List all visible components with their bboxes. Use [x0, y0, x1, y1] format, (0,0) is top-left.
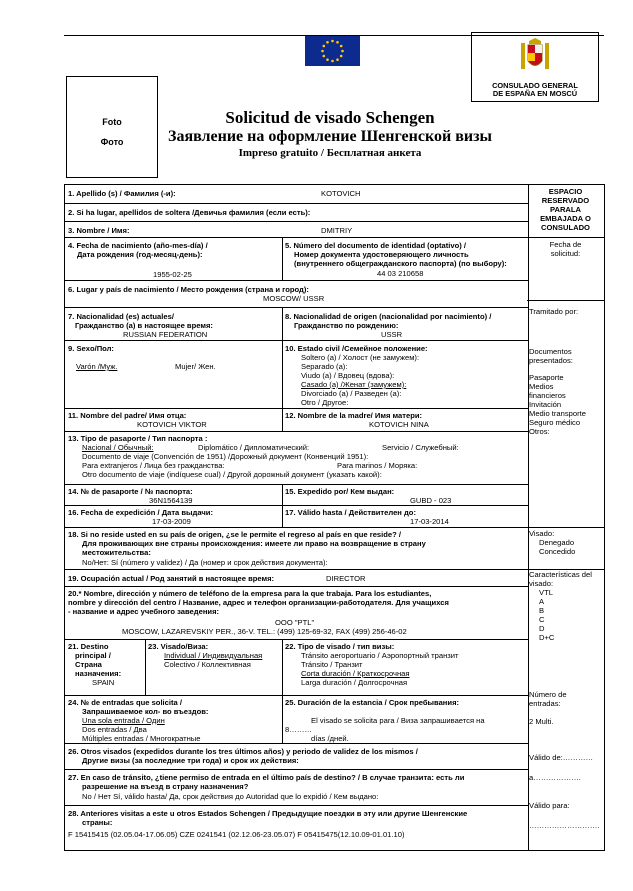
reserved-line-2: RESERVADO — [541, 196, 590, 205]
reserved-line-5: CONSULADO — [541, 223, 590, 232]
maiden-name-label: 2. Si ha lugar, apellidos de soltera /Девичья фамилия (если есть): — [68, 208, 311, 217]
valid-from: Válido de:………… — [529, 753, 594, 762]
valid-until-label: 17. Válido hasta / Действителен до: — [285, 508, 416, 517]
entries-number — [529, 690, 606, 726]
passport-type-service[interactable]: Servicio / Служебный: — [382, 443, 459, 452]
official-use-column — [527, 184, 605, 851]
passport-type-diplomatic[interactable]: Diplomático / Дипломатический: — [198, 443, 310, 452]
mother-label: 12. Nombre de la madre/ Имя матери: — [285, 411, 423, 420]
visa-denied: Denegado — [539, 538, 575, 547]
passport-type-other[interactable]: Otro documento de viaje (indíquese cual) / Другой дорожный документ (указать какой): — [82, 470, 382, 479]
row-occupation — [65, 569, 528, 587]
row-entries — [65, 695, 528, 744]
id-doc-label-ru-2: (внутреннего общегражданского паспорта) (по выбору): — [294, 259, 507, 268]
birthplace-value: MOSCOW/ USSR — [263, 294, 325, 303]
employer-address: MOSCOW, LAZAREVSKIY PER., 36-V. TEL.: (499) 125-69-32, FAX (499) 256-46-02 — [122, 627, 407, 636]
residence-options[interactable]: No/Нет: Sí (número y validez) / Да (номер и срок действия документа): — [82, 558, 328, 567]
civil-status-label: 10. Estado civil /Семейное положение: — [285, 344, 428, 353]
form-title — [160, 108, 500, 161]
visa-decision — [529, 529, 606, 556]
surname-value: KOTOVICH — [321, 189, 361, 198]
documents-label-1: Documentos — [529, 347, 572, 356]
birthdate-value: 1955-02-25 — [153, 270, 192, 279]
doc-invitation: Invitación — [529, 400, 562, 409]
reserved-line-1: ESPACIO — [548, 187, 583, 196]
residence-label: 18. Si no reside usted en su país de origen, ¿se le permite el regreso al país en que reside? / — [68, 530, 401, 539]
civil-status-divorced[interactable]: Divorciado (a) / Разведен (а): — [301, 389, 402, 398]
entries-number-label-1: Número de — [529, 690, 567, 699]
passport-type-seaman[interactable]: Para marinos / Моряка: — [337, 461, 418, 470]
visa-kind-label: 23. Visado/Виза: — [148, 642, 209, 651]
entries-multiple[interactable]: Múltiples entradas / Многократные — [82, 734, 201, 743]
row-maiden — [65, 203, 528, 222]
col-divider — [282, 238, 283, 281]
visa-type-transit[interactable]: Tránsito / Транзит — [301, 660, 363, 669]
issue-date-value: 17-03-2009 — [152, 517, 191, 526]
row-nationality — [65, 307, 528, 341]
doc-funds-2: financieros — [529, 391, 566, 400]
eu-stars-icon — [305, 36, 360, 66]
father-value: KOTOVICH VIKTOR — [137, 420, 207, 429]
previous-visits-label-2: страны: — [82, 818, 113, 827]
visa-type-label: 22. Tipo de visado / тип визы: — [285, 642, 395, 651]
spain-coat-of-arms-icon — [515, 37, 555, 77]
valid-until-value: 17-03-2014 — [410, 517, 449, 526]
birthdate-label: 4. Fecha de nacimiento (año-mes-día) / — [68, 241, 208, 250]
visa-type-vtl: VTL — [539, 588, 553, 597]
civil-status-separated[interactable]: Separado (a): — [301, 362, 348, 371]
passport-number-value: 36N1564139 — [149, 496, 193, 505]
other-visas-label-ru: Другие визы (за последние три года) и срок их действия: — [82, 756, 299, 765]
nationality-label-ru: Гражданство (а) в настоящее время: — [75, 321, 213, 330]
occupation-value: DIRECTOR — [326, 574, 366, 583]
eu-flag — [305, 36, 360, 66]
stay-duration-label: 25. Duración de la estancia / Срок пребывания: — [285, 698, 460, 707]
col-divider — [282, 409, 283, 432]
residence-label-ru: Для проживающих вне страны происхождения: имеете ли право на возвращение в страну — [82, 539, 426, 548]
previous-visits-label: 28. Anteriores visitas a este u otros Estados Schengen / Предыдущие поездки в эту или другие Шенгенские — [68, 809, 468, 818]
passport-number-label: 14. № de pasaporte / № паспорта: — [68, 487, 193, 496]
col-divider — [282, 341, 283, 409]
sex-label: 9. Sexo/Пол: — [68, 344, 114, 353]
transit-label-ru: разрешение на въезд в страну назначения? — [82, 782, 249, 791]
transit-label: 27. En caso de tránsito, ¿tiene permiso de entrada en el último país de destino? / В случае транзита: есть ли — [68, 773, 465, 782]
processed-by: Tramitado por: — [529, 307, 579, 316]
doc-passport: Pasaporte — [529, 373, 564, 382]
stay-duration-unit: días /дней. — [311, 734, 349, 743]
col-divider — [282, 640, 283, 696]
sex-male-option[interactable]: Varón /Муж. — [76, 362, 118, 371]
side-divider — [527, 300, 604, 301]
issued-by-value: GUBD - 023 — [410, 496, 452, 505]
valid-to: a………………. — [529, 773, 581, 782]
col-divider — [282, 485, 283, 506]
characteristics-label-2: visado: — [529, 579, 554, 588]
row-transit — [65, 769, 528, 806]
visa-type-b: B — [539, 606, 545, 615]
row-passport-type — [65, 431, 528, 485]
doc-transport: Medio transporte — [529, 409, 586, 418]
side-divider — [527, 237, 604, 238]
destination-label-3: Страна — [75, 660, 102, 669]
photo-label: Foto — [102, 117, 122, 127]
visa-granted: Concedido — [539, 547, 576, 556]
row-destination — [65, 639, 528, 696]
transit-options[interactable]: No / Нет Sí, válido hasta/ Да, срок действия до Autoridad que lo expidió / Кем выдано: — [82, 792, 379, 801]
reserved-heading — [527, 187, 604, 232]
col-divider — [282, 308, 283, 341]
consulate-name-1: CONSULADO GENERAL — [492, 81, 578, 90]
origin-nationality-label-ru: Гражданство по рождению: — [294, 321, 399, 330]
valid-for: Válido para: — [529, 801, 570, 810]
row-employer — [65, 586, 528, 640]
id-doc-label-ru: Номер документа удостоверяющего личность — [294, 250, 469, 259]
row-parents — [65, 408, 528, 432]
row-birthplace — [65, 280, 528, 308]
consulate-seal — [471, 32, 599, 102]
civil-status-widowed[interactable]: Viudo (a) / Вдовец (вдова): — [301, 371, 395, 380]
entries-single[interactable]: Una sola entrada / Один — [82, 716, 165, 725]
doc-insurance: Seguro médico — [529, 418, 581, 427]
row-other-visas — [65, 743, 528, 770]
first-name-label: 3. Nombre / Имя: — [68, 226, 130, 235]
documents-presented — [529, 347, 606, 436]
previous-visits-value: F 15415415 (02.05.04-17.06.05) CZE 0241541 (02.12.06-23.05.07) F 05415475(12.10.09-01.01.10) — [68, 830, 405, 839]
employer-label-2: nombre y dirección del centro / Название, адрес и телефон организации-работодателя. Для учащихся — [68, 598, 449, 607]
father-label: 11. Nombre del padre/ Имя отца: — [68, 411, 187, 420]
title-es: Solicitud de visado Schengen — [225, 108, 435, 127]
passport-type-alien[interactable]: Para extranjeros / Лица без гражданства: — [82, 461, 225, 470]
destination-value: SPAIN — [92, 678, 115, 687]
id-doc-value: 44 03 210658 — [377, 269, 424, 278]
consulate-name-2: DE ESPAÑA EN MOSCÚ — [492, 89, 578, 98]
id-doc-label: 5. Número del documento de identidad (optativo) / — [285, 241, 466, 250]
destination-label: 21. Destino — [68, 642, 109, 651]
photo-box — [66, 76, 158, 178]
visa-type-dc: D+C — [539, 633, 555, 642]
visa-type-c: C — [539, 615, 545, 624]
visa-type-long-stay[interactable]: Larga duración / Долгосрочная — [301, 678, 408, 687]
passport-type-label: 13. Tipo de pasaporte / Тип паспорта : — [68, 434, 208, 443]
visa-characteristics — [529, 570, 606, 642]
visa-kind-individual[interactable]: Individual / Индивидуальная — [164, 651, 263, 660]
doc-other: Otros: — [529, 427, 550, 436]
documents-label-2: presentados: — [529, 356, 573, 365]
passport-type-travel-doc[interactable]: Documento de viaje (Convención de 1951) /Дорожный документ (Конвенций 1951): — [82, 452, 369, 461]
application-form — [64, 184, 529, 851]
row-passport-dates — [65, 505, 528, 528]
residence-label-ru-2: местожительства: — [82, 548, 151, 557]
row-passport-number — [65, 484, 528, 506]
application-date-label-2: solicitud: — [550, 249, 581, 258]
subtitle: Impreso gratuito / Бесплатная анкета — [238, 147, 422, 159]
occupation-label: 19. Ocupación actual / Род занятий в настоящее время: — [68, 574, 275, 583]
birthplace-label: 6. Lugar y país de nacimiento / Место рождения (страна и город): — [68, 285, 309, 294]
row-residence — [65, 527, 528, 570]
sex-female-option[interactable]: Mujer/ Жен. — [175, 362, 216, 371]
birthdate-label-ru: Дата рождения (год-месяц-день): — [77, 250, 203, 259]
row-sex-status — [65, 340, 528, 409]
valid-for-dots: ………………………. — [529, 821, 600, 830]
employer-name: ООО "PTL" — [275, 618, 315, 627]
characteristics-label-1: Características del — [529, 570, 592, 579]
nationality-value: RUSSIAN FEDERATION — [123, 330, 208, 339]
photo-label-ru: Фото — [100, 137, 124, 147]
civil-status-other[interactable]: Otro / Другое: — [301, 398, 349, 407]
col-divider — [282, 506, 283, 528]
entries-label: 24. № de entradas que solicita / — [68, 698, 182, 707]
other-visas-label: 26. Otros visados (expedidos durante los tres últimos años) y periodo de validez de los mismos / — [68, 747, 418, 756]
side-divider — [527, 527, 604, 528]
destination-label-4: назначения: — [75, 669, 122, 678]
issue-date-label: 16. Fecha de expedición / Дата выдачи: — [68, 508, 213, 517]
surname-label: 1. Apellido (s) / Фамилия (-и): — [68, 189, 176, 198]
col-divider — [145, 640, 146, 696]
row-birth — [65, 237, 528, 281]
reserved-line-3: PARALA — [549, 205, 582, 214]
application-date-label-1: Fecha de — [549, 240, 582, 249]
employer-label-3: - название и адрес учебного заведения: — [68, 607, 220, 616]
entries-double[interactable]: Dos entradas / Два — [82, 725, 147, 734]
entries-number-value: 2 Multi. — [529, 717, 554, 726]
visa-type-airport-transit[interactable]: Tránsito aeroportuario / Аэропортный транзит — [301, 651, 459, 660]
civil-status-single[interactable]: Soltero (a) / Холост (не замужем): — [301, 353, 420, 362]
destination-label-2: principal / — [75, 651, 111, 660]
visa-kind-collective[interactable]: Colectivo / Коллективная — [164, 660, 251, 669]
passport-type-national[interactable]: Nacional / Обычный: — [82, 443, 154, 452]
visa-type-a: A — [539, 597, 545, 606]
row-previous-visits — [65, 805, 528, 851]
title-ru: Заявление на оформление Шенгенской визы — [168, 128, 492, 145]
employer-label: 20.* Nombre, dirección y número de teléfono de la empresa para la que trabaja. Para los estudiantes, — [68, 589, 432, 598]
visa-type-d: D — [539, 624, 545, 633]
nationality-label: 7. Nacionalidad (es) actuales/ — [68, 312, 174, 321]
origin-nationality-label: 8. Nacionalidad de origen (nacionalidad por nacimiento) / — [285, 312, 492, 321]
civil-status-married[interactable]: Casado (a) /Женат (замужем): — [301, 380, 407, 389]
entries-label-ru: Запрашиваемое кол- во въездов: — [82, 707, 209, 716]
reserved-line-4: EMBAJADA O — [540, 214, 591, 223]
row-name — [65, 221, 528, 238]
doc-funds: Medios — [529, 382, 554, 391]
col-divider — [282, 696, 283, 744]
first-name-value: DMITRIY — [321, 226, 353, 235]
mother-value: KOTOVICH NINA — [369, 420, 429, 429]
application-date — [527, 240, 604, 258]
origin-nationality-value: USSR — [381, 330, 403, 339]
stay-duration-text: El visado se solicita para / Виза запрашивается на — [311, 716, 485, 725]
stay-duration-value: 8……… — [285, 725, 313, 734]
visa-type-short-stay[interactable]: Corta duración / Краткосрочная — [301, 669, 410, 678]
visa-decision-label: Visado: — [529, 529, 555, 538]
issued-by-label: 15. Expedido por/ Кем выдан: — [285, 487, 395, 496]
entries-number-label-2: entradas: — [529, 699, 561, 708]
